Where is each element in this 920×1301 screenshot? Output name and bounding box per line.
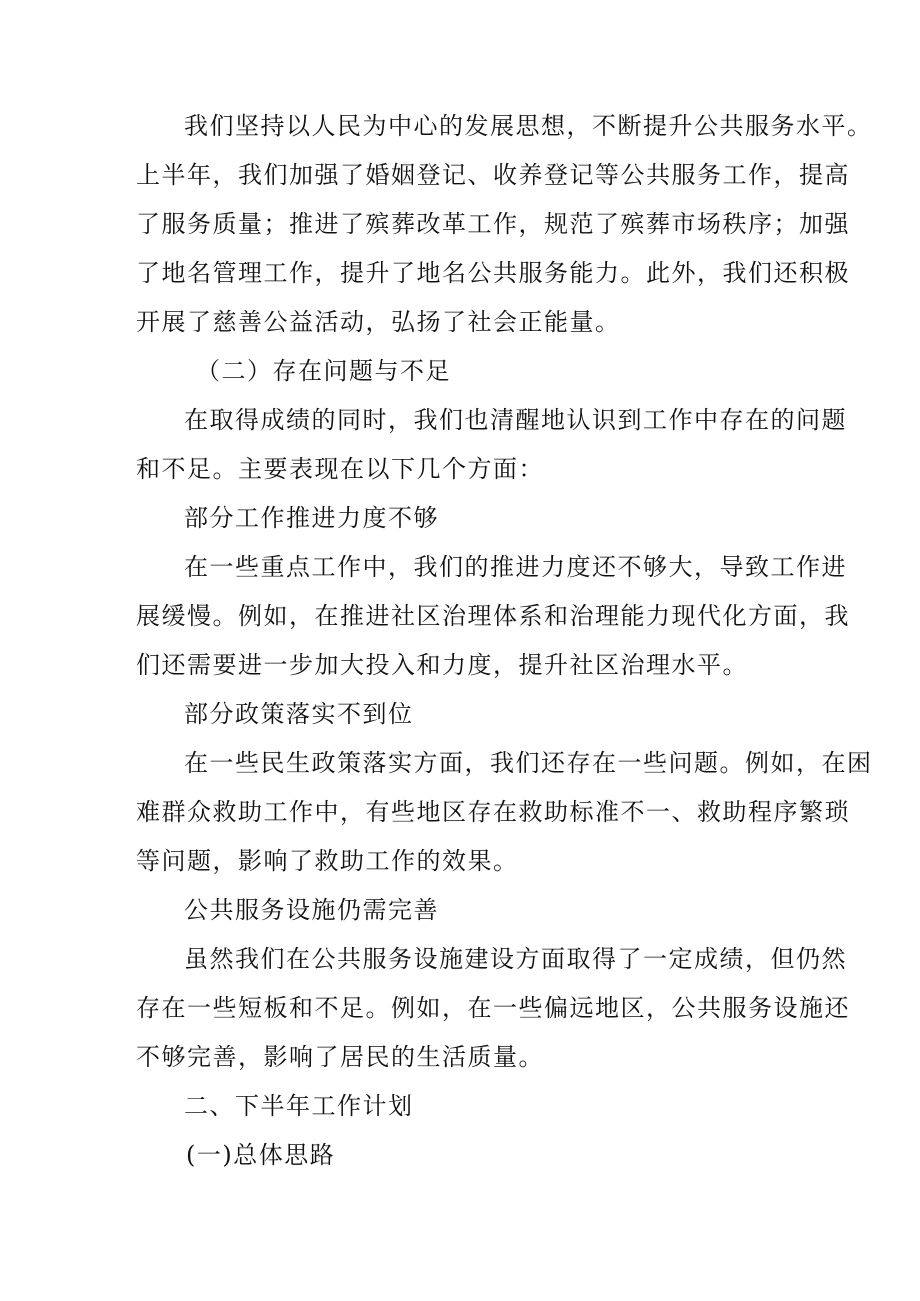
- paragraph-line: 存在一些短板和不足。例如，在一些偏远地区，公共服务设施还: [136, 994, 850, 1022]
- paragraph-line: 开展了慈善公益活动，弘扬了社会正能量。: [136, 308, 621, 336]
- paragraph-line: 了地名管理工作，提升了地名公共服务能力。此外，我们还积极: [136, 259, 850, 287]
- paragraph-line: 不够完善，影响了居民的生活质量。: [136, 1043, 544, 1071]
- paragraph-line: 展缓慢。例如，在推进社区治理体系和治理能力现代化方面，我: [136, 602, 850, 630]
- paragraph-line: 上半年，我们加强了婚姻登记、收养登记等公共服务工作，提高: [136, 161, 850, 189]
- paragraph-line: 虽然我们在公共服务设施建设方面取得了一定成绩，但仍然: [184, 945, 847, 973]
- paragraph-line: 等问题，影响了救助工作的效果。: [136, 847, 519, 875]
- paragraph-line: 我们坚持以人民为中心的发展思想，不断提升公共服务水平。: [184, 112, 873, 140]
- subheading: 部分工作推进力度不够: [184, 504, 439, 532]
- paragraph-line: 和不足。主要表现在以下几个方面：: [136, 455, 544, 483]
- paragraph-line: 在一些重点工作中，我们的推进力度还不够大，导致工作进: [184, 553, 847, 581]
- section-heading: 二、下半年工作计划: [184, 1092, 414, 1120]
- section-heading: (一)总体思路: [186, 1141, 336, 1169]
- paragraph-line: 难群众救助工作中，有些地区存在救助标准不一、救助程序繁琐: [136, 798, 850, 826]
- paragraph-line: 在一些民生政策落实方面，我们还存在一些问题。例如，在困: [184, 749, 873, 777]
- section-heading: （二）存在问题与不足: [196, 357, 451, 385]
- subheading: 部分政策落实不到位: [184, 700, 414, 728]
- subheading: 公共服务设施仍需完善: [184, 896, 439, 924]
- paragraph-line: 们还需要进一步加大投入和力度，提升社区治理水平。: [136, 651, 748, 679]
- paragraph-line: 了服务质量；推进了殡葬改革工作，规范了殡葬市场秩序；加强: [136, 210, 850, 238]
- paragraph-line: 在取得成绩的同时，我们也清醒地认识到工作中存在的问题: [184, 406, 847, 434]
